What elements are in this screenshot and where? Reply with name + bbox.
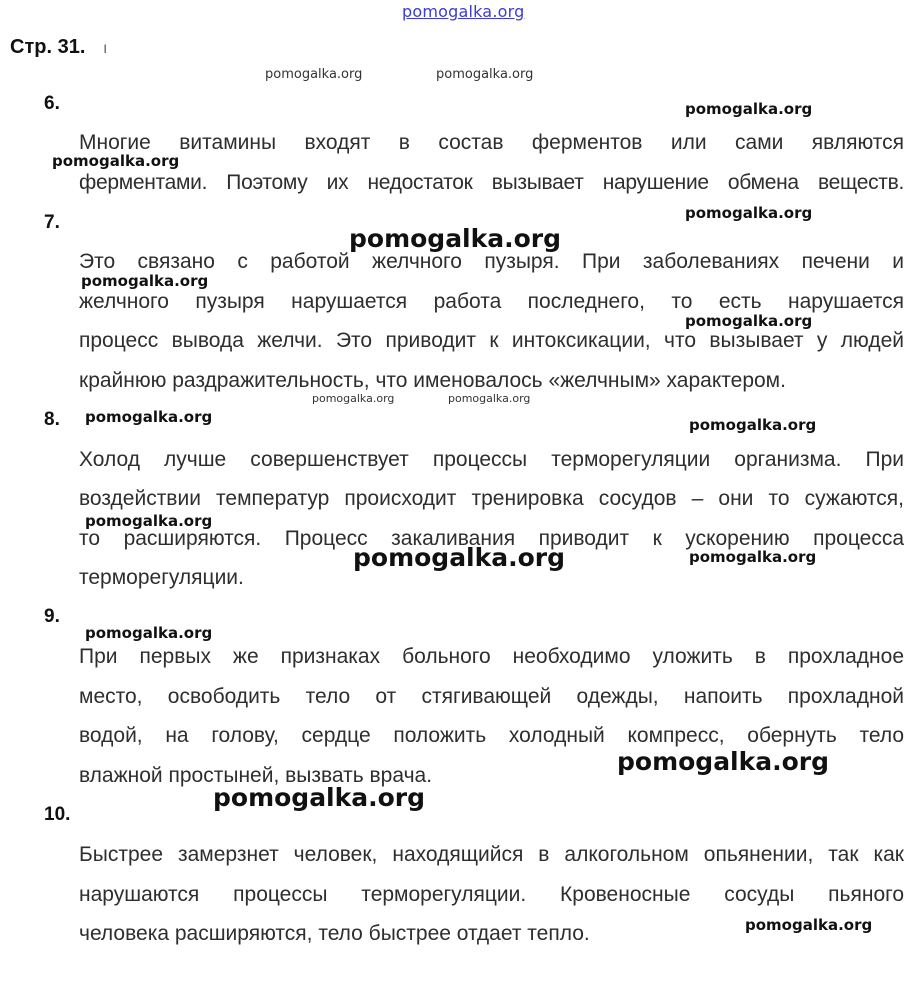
watermark: pomogalka.org [685, 204, 813, 222]
watermark: pomogalka.org [312, 392, 395, 405]
watermark: pomogalka.org [52, 152, 180, 170]
item-text-line: процесс вывода желчи. Это приводит к интоксикации, что вызывает у людей [79, 329, 904, 352]
page-title: Стр. 31. [10, 36, 86, 58]
watermark: pomogalka.org [436, 67, 534, 82]
item-text-line: влажной простыней, вызвать врача. [79, 764, 433, 787]
item-text-line: воздействии температур происходит тренировка сосудов – они то сужаются, [79, 487, 904, 510]
item-text-line: то расширяются. Процесс закаливания приводит к ускорению процесса [79, 527, 904, 550]
watermark: pomogalka.org [213, 783, 426, 812]
watermark: pomogalka.org [85, 408, 213, 426]
watermark: pomogalka.org [349, 224, 562, 253]
watermark: pomogalka.org [745, 916, 873, 934]
item-text-line: При первых же признаках больного необходимо уложить в прохладное [79, 645, 904, 668]
watermark: pomogalka.org [353, 543, 566, 572]
item-text-line: человека расширяются, тело быстрее отдает тепло. [79, 922, 590, 945]
item-text-line: место, освободить тело от стягивающей одежды, напоить прохладной [79, 685, 904, 708]
watermark: pomogalka.org [85, 512, 213, 530]
item-text-line: ферментами. Поэтому их недостаток вызывает нарушение обмена веществ. [79, 171, 904, 194]
item-number: 6. [44, 93, 60, 114]
item-number: 9. [44, 606, 60, 627]
item-text-line: терморегуляции. [79, 566, 244, 589]
item-text-line: нарушаются процессы терморегуляции. Кровеносные сосуды пьяного [79, 883, 904, 906]
site-link[interactable]: pomogalka.org [402, 2, 525, 21]
item-number: 7. [44, 212, 60, 233]
watermark: pomogalka.org [685, 100, 813, 118]
title-mark: ı [103, 40, 108, 57]
item-text-line: крайнюю раздражительность, что именовалось «желчным» характером. [79, 369, 786, 392]
item-text-line: Многие витамины входят в состав ферментов или сами являются [79, 131, 904, 154]
item-number: 10. [44, 804, 71, 825]
watermark: pomogalka.org [617, 747, 830, 776]
watermark: pomogalka.org [448, 392, 531, 405]
watermark: pomogalka.org [85, 624, 213, 642]
item-number: 8. [44, 409, 60, 430]
watermark: pomogalka.org [265, 67, 363, 82]
watermark: pomogalka.org [81, 272, 209, 290]
item-text-line: Холод лучше совершенствует процессы терморегуляции организма. При [79, 448, 904, 471]
item-text-line: водой, на голову, сердце положить холодный компресс, обернуть тело [79, 724, 904, 747]
item-text-line: Быстрее замерзнет человек, находящийся в алкогольном опьянении, так как [79, 843, 904, 866]
item-text-line: желчного пузыря нарушается работа последнего, то есть нарушается [79, 290, 904, 313]
watermark: pomogalka.org [689, 548, 817, 566]
item-text-line: Это связано с работой желчного пузыря. При заболеваниях печени и [79, 250, 904, 273]
watermark: pomogalka.org [689, 416, 817, 434]
watermark: pomogalka.org [685, 312, 813, 330]
